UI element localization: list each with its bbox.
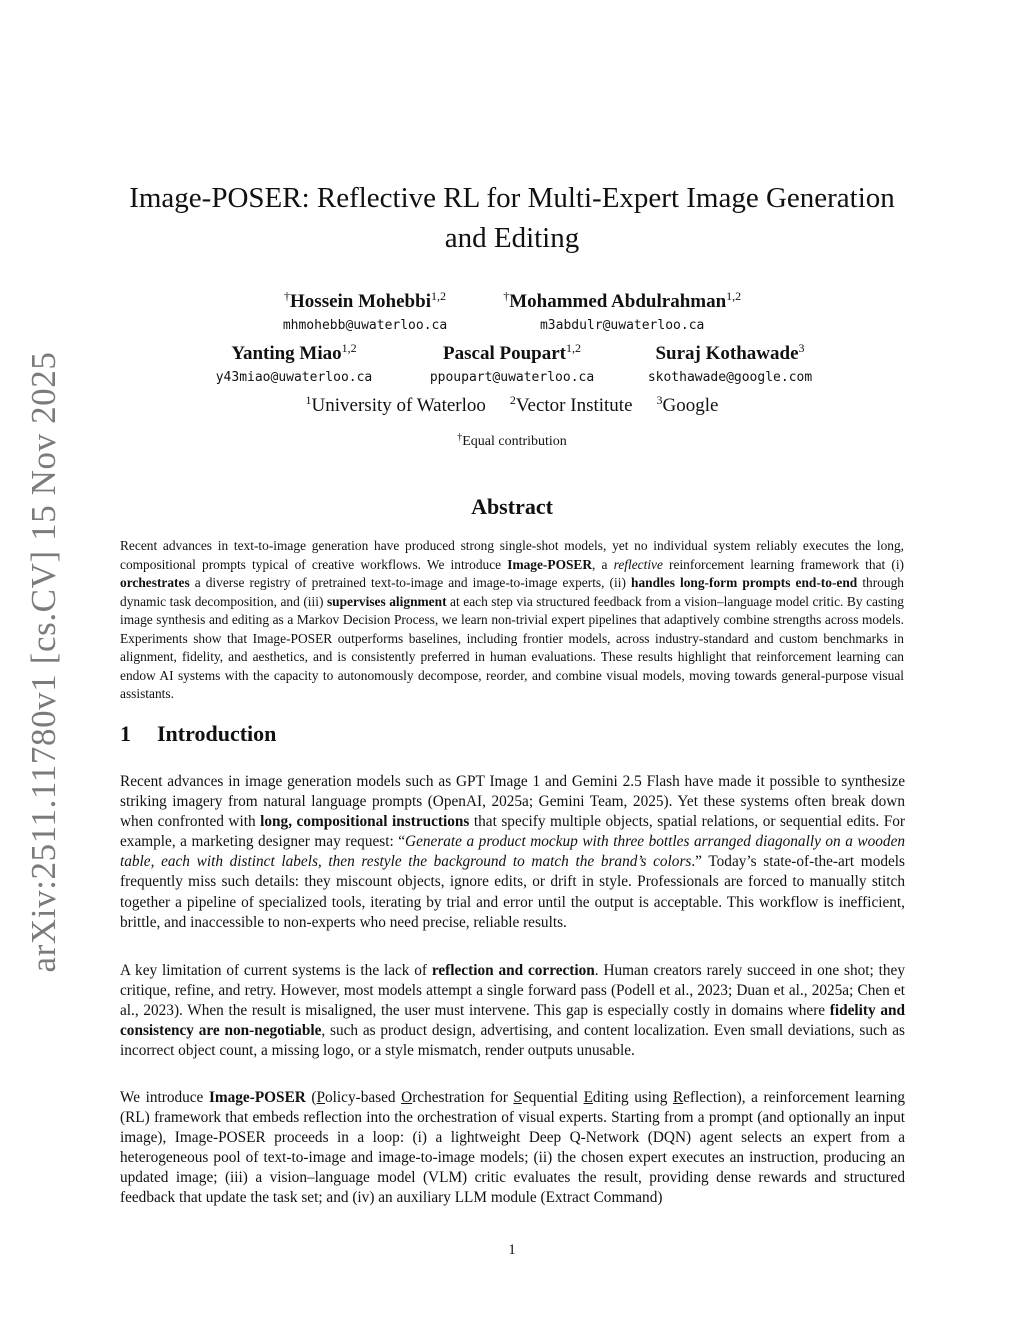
author-block <box>632 342 828 387</box>
author-row-1 <box>0 290 1024 335</box>
author-email[interactable]: m3abdulr@uwaterloo.ca <box>539 318 705 333</box>
author-name: †Mohammed Abdulrahman$^{1,2}$ <box>503 289 742 312</box>
author-email[interactable]: y43miao@uwaterloo.ca <box>215 370 373 385</box>
affiliation-mark: 1,2 <box>565 341 581 355</box>
affiliation-mark: 1,2 <box>726 289 742 303</box>
author-email[interactable]: ppoupart@uwaterloo.ca <box>429 370 595 385</box>
section-heading-introduction <box>120 720 276 748</box>
affiliation-mark: 3 <box>798 341 805 355</box>
author-name: †Hossein Mohebbi$^{1,2}$ <box>284 289 446 312</box>
arxiv-id: arXiv:2511.11780v1 [cs.CV] 15 Nov 2025 <box>24 351 63 973</box>
author-block <box>503 290 741 335</box>
page-number: 1 <box>508 1242 516 1258</box>
author-block <box>414 342 610 387</box>
affiliation: $^3$Google <box>656 393 719 416</box>
author-block <box>196 342 392 387</box>
abstract-heading: Abstract <box>471 494 553 519</box>
affiliations <box>0 394 1024 418</box>
section-number: 1 <box>120 721 131 746</box>
author-block <box>283 290 447 335</box>
abstract-body: Recent advances in text-to-image generation have produced strong single-shot models, yet no individual system reliably executes the long, compositional prompts typical of creative workflows. We introduce Image-POSER, a reflective reinforcement learning framework that (i) orchestrates a diverse registry of pretrained text-to-image and image-to-image experts, (ii) handles long-form prompts end-to-end through dynamic task decomposition, and (iii) supervises alignment at each step via structured feedback from a vision–language model critic. By casting image synthesis and editing as a Markov Decision Process, we learn non-trivial expert pipelines that adaptively combine strengths across models. Experiments show that Image-POSER outperforms baselines, including frontier models, across industry-standard and custom benchmarks in alignment, fidelity, and aesthetics, and is consistently preferred in human evaluations. These results highlight that reinforcement learning can endow AI systems with the capacity to autonomously decompose, reorder, and combine visual models, moving towards general-purpose visual assistants. <box>120 538 905 701</box>
equal-mark: † <box>503 289 510 303</box>
intro-paragraph-1: Recent advances in image generation models such as GPT Image 1 and Gemini 2.5 Flash have made it possible to synthesize striking imagery from natural language prompts (OpenAI, 2025a; Gemini Team, 2025). Yet these systems often break down when confronted with long, compositional instructions that specify multiple objects, spatial relations, or sequential edits. For example, a marketing designer may request: “Generate a product mockup with three bottles arranged diagonally on a wooden table, each with distinct labels, then restyle the background to match the brand’s colors.” Today’s state-of-the-art models frequently miss such details: they miscount objects, ignore edits, or drift in style. Professionals are forced to manually stitch together a pipeline of specialized tools, iterating by trial and error until the output is acceptable. This workflow is inefficient, brittle, and inaccessible to non-experts who need precise, reliable results. <box>120 773 906 931</box>
affiliation-mark: 1,2 <box>430 289 446 303</box>
title-line-1: Image-POSER: Reflective RL for Multi-Expert Image Generation <box>129 182 895 214</box>
author-email[interactable]: skothawade@google.com <box>647 370 813 385</box>
intro-paragraph-3: We introduce Image-POSER (Policy-based Orchestration for Sequential Editing using Reflection), a reinforcement learning (RL) framework that embeds reflection into the orchestration of visual experts. Starting from a prompt (and optionally an input image), Image-POSER proceeds in a loop: (i) a lightweight Deep Q-Network (DQN) agent selects an expert from a heterogeneous pool of text-to-image and image-to-image models; (ii) the chosen expert executes an instruction, producing an updated image; (iii) a vision–language model (VLM) critic evaluates the result, providing dense rewards and structured feedback that update the task set; and (iv) an auxiliary LLM module (Extract Command) <box>120 1089 906 1207</box>
affiliation-mark: 1,2 <box>341 341 357 355</box>
equal-contribution-note: †Equal contribution <box>457 432 567 449</box>
author-name: Suraj Kothawade$^3$ <box>655 341 805 364</box>
affiliation: $^2$Vector Institute <box>509 393 633 416</box>
author-name: Pascal Poupart$^{1,2}$ <box>443 341 581 364</box>
author-email[interactable]: mhmohebb@uwaterloo.ca <box>282 318 448 333</box>
equal-mark: † <box>284 289 291 303</box>
affiliation: $^1$University of Waterloo <box>305 393 486 416</box>
title-line-2: and Editing <box>444 222 580 254</box>
section-title: Introduction <box>157 721 277 746</box>
paper-title <box>112 178 912 258</box>
author-name: Yanting Miao$^{1,2}$ <box>231 341 357 364</box>
author-row-2 <box>0 342 1024 387</box>
intro-paragraph-2: A key limitation of current systems is the lack of reflection and correction. Human creators rarely succeed in one shot; they critique, refine, and retry. However, most models attempt a single forward pass (Podell et al., 2023; Duan et al., 2025a; Chen et al., 2023). When the result is misaligned, the user must intervene. This gap is especially costly in domains where fidelity and consistency are non-negotiable, such as product design, advertising, and content localization. Even small deviations, such as incorrect object count, a missing logo, or a style mismatch, render outputs unusable. <box>120 962 905 1060</box>
